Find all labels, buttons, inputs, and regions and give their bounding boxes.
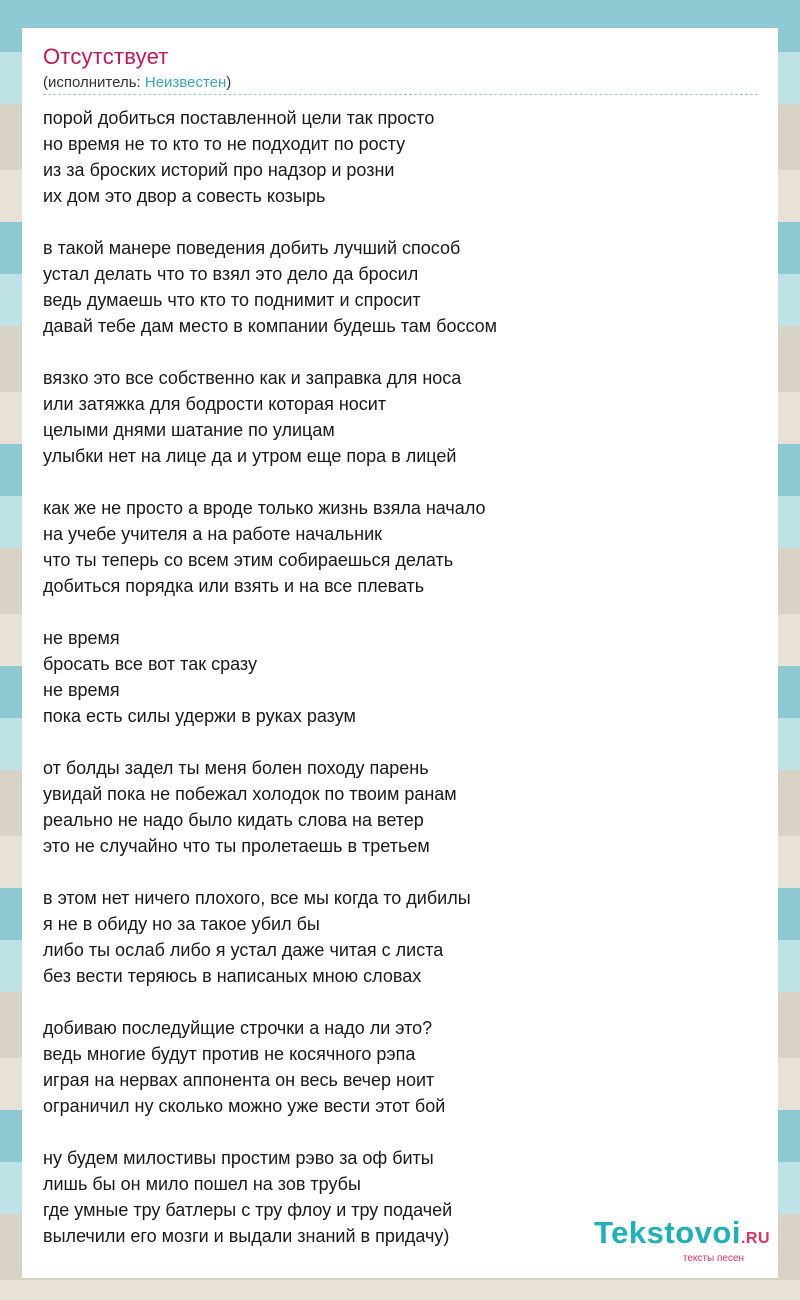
- lyrics-line: реально не надо было кидать слова на ветер: [43, 810, 424, 830]
- logo-tld: .RU: [740, 1230, 770, 1247]
- logo-name: Tekstovoi: [594, 1215, 741, 1250]
- lyrics-line: не время: [43, 680, 120, 700]
- lyrics-line: вязко это все собственно как и заправка для носа: [43, 368, 462, 388]
- lyrics-line: или затяжка для бодрости которая носит: [43, 394, 387, 414]
- lyrics-line: увидай пока не побежал холодок по твоим ранам: [43, 784, 457, 804]
- lyrics-stanza: [43, 755, 743, 859]
- lyrics-stanza: [43, 365, 743, 469]
- lyrics-line: лишь бы он мило пошел на зов трубы: [43, 1174, 361, 1194]
- lyrics-line: порой добиться поставленной цели так просто: [43, 108, 435, 128]
- logo-tagline: тексты песен: [682, 1253, 744, 1264]
- artist-link[interactable]: Неизвестен: [144, 74, 227, 91]
- lyrics-line: на учебе учителя а на работе начальник: [43, 524, 383, 544]
- lyrics-line: устал делать что то взял это дело да бросил: [43, 264, 419, 284]
- lyrics-line: от болды задел ты меня болен походу парень: [43, 758, 429, 778]
- lyrics-stanza: [43, 105, 743, 209]
- lyrics-line: давай тебе дам место в компании будешь там боссом: [43, 316, 498, 336]
- lyrics-line: я не в обиду но за такое убил бы: [43, 914, 320, 934]
- lyrics-body: [43, 105, 743, 1275]
- lyrics-line: как же не просто а вроде только жизнь взяла начало: [43, 498, 486, 518]
- artist-line: [43, 74, 231, 91]
- artist-prefix: (исполнитель:: [43, 74, 145, 91]
- lyrics-line: ведь думаешь что кто то поднимит и спросит: [43, 290, 421, 310]
- lyrics-line: добиться порядка или взять и на все плевать: [43, 576, 425, 596]
- lyrics-line: ограничил ну сколько можно уже вести этот бой: [43, 1096, 446, 1116]
- lyrics-line: бросать все вот так сразу: [43, 654, 257, 674]
- lyrics-line: целыми днями шатание по улицам: [43, 420, 335, 440]
- lyrics-line: что ты теперь со всем этим собираешься делать: [43, 550, 454, 570]
- lyrics-line: ну будем милостивы простим рэво за оф биты: [43, 1148, 434, 1168]
- lyrics-stanza: [43, 495, 743, 599]
- lyrics-line: вылечили его мозги и выдали знаний в придачу): [43, 1226, 450, 1246]
- lyrics-stanza: [43, 235, 743, 339]
- lyrics-stanza: [43, 625, 743, 729]
- lyrics-line: но время не то кто то не подходит по росту: [43, 134, 406, 154]
- lyrics-line: либо ты ослаб либо я устал даже читая с листа: [43, 940, 444, 960]
- title-divider: [43, 94, 758, 95]
- lyrics-line: пока есть силы удержи в руках разум: [43, 706, 356, 726]
- lyrics-card: [22, 28, 778, 1278]
- lyrics-line: не время: [43, 628, 120, 648]
- lyrics-stanza: [43, 1015, 743, 1119]
- lyrics-line: без вести теряюсь в написаных мною словах: [43, 966, 422, 986]
- lyrics-line: это не случайно что ты пролетаешь в третьем: [43, 836, 430, 856]
- lyrics-line: в этом нет ничего плохого, все мы когда то дибилы: [43, 888, 471, 908]
- lyrics-line: их дом это двор а совесть козырь: [43, 186, 326, 206]
- lyrics-line: из за броских историй про надзор и розни: [43, 160, 395, 180]
- song-title: Отсутствует: [43, 44, 169, 69]
- lyrics-line: в такой манере поведения добить лучший способ: [43, 238, 461, 258]
- lyrics-stanza: [43, 885, 743, 989]
- artist-suffix: ): [226, 74, 232, 91]
- lyrics-line: играя на нервах аппонента он весь вечер ноит: [43, 1070, 435, 1090]
- lyrics-line: улыбки нет на лице да и утром еще пора в лицей: [43, 446, 457, 466]
- lyrics-line: добиваю последуйщие строчки а надо ли это?: [43, 1018, 433, 1038]
- lyrics-line: где умные тру батлеры с тру флоу и тру подачей: [43, 1200, 453, 1220]
- logo-wordmark: [594, 1217, 770, 1255]
- site-logo[interactable]: [594, 1217, 770, 1264]
- lyrics-line: ведь многие будут против не косячного рэпа: [43, 1044, 416, 1064]
